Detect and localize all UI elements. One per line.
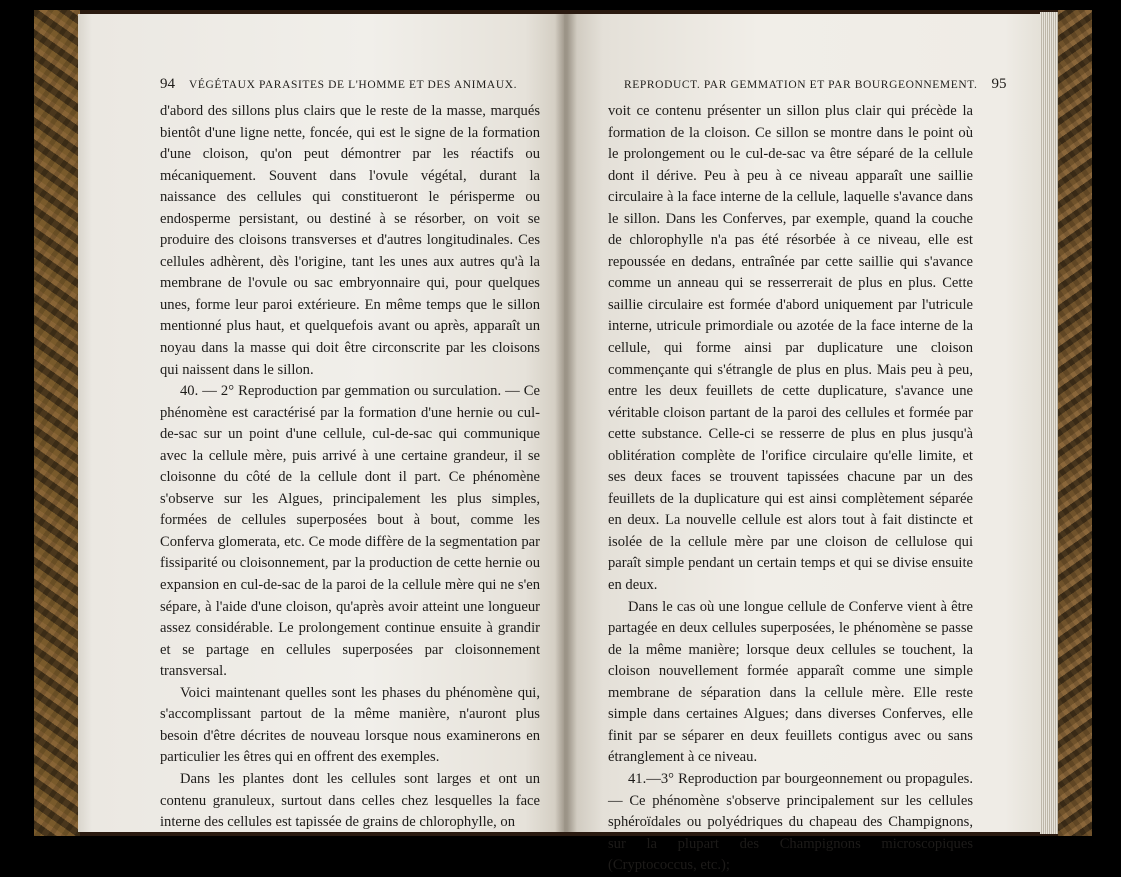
right-page-number: 95 <box>991 76 1007 92</box>
left-paragraph: 40. — 2° Reproduction par gemmation ou surculation. — Ce phénomène est caractérisé par la formation d'une hernie ou cul-de-sac sur un point d'une cellule, cul-de-sac qui communique avec la cellule mère, puis arrivé à une certaine grandeur, il se cloisonne du côté de la cellule dont il part. Ce phénomène s'observe sur les Algues, principalement les plus simples, formées de cellules superposées bout à bout, comme les Conferva glomerata, etc. Ce mode diffère de la segmentation par fissiparité ou cloisonnement, par la production de cette hernie ou expansion en cul-de-sac de la paroi de la cellule mère qui ne s'en sépare, à l'aide d'une cloison, qu'après avoir atteint une longueur assez considérable. Le prolongement continue ensuite à grandir et se partage en cellules superposées par cloisonnement transversal. <box>160 383 540 680</box>
left-running-head <box>160 76 540 93</box>
left-paragraph: Voici maintenant quelles sont les phases du phénomène qui, s'accomplissant partout de la même manière, n'auront plus besoin d'être décrites de nouveau lorsque nous examinerons en particulier les êtres qui en offrent des exemples. <box>160 684 540 766</box>
right-running-title: REPRODUCT. PAR GEMMATION ET PAR BOURGEONNEMENT. <box>624 79 978 91</box>
right-running-head <box>624 76 1007 93</box>
book-gutter <box>555 14 577 832</box>
left-page-text <box>160 101 540 834</box>
right-paragraph: Dans le cas où une longue cellule de Conferve vient à être partagée en deux cellules superposées, le phénomène se passe de la même manière; lorsque deux cellules se touchent, la cloison nouvellement formée apparaît comme une simple membrane de séparation dans la cellule mère. Elle reste simple dans certaines Algues; dans diverses Conferves, elle finit par se séparer en deux feuillets contigus avec ou sans étranglement à ce niveau. <box>608 598 973 766</box>
right-page <box>564 14 1054 874</box>
left-paragraph: Dans les plantes dont les cellules sont larges et ont un contenu granuleux, surtout dans celles chez lesquelles la face interne des cellules est tapissée de grains de chlorophylle, on <box>160 770 540 831</box>
left-page <box>78 14 564 832</box>
right-page-text <box>608 101 973 877</box>
marbled-edge-right <box>1058 10 1092 836</box>
right-paragraph: voit ce contenu présenter un sillon plus clair qui précède la formation de la cloison. Ce sillon se montre dans le point où le prolongement ou le cul-de-sac va être séparé de la cellule dont il dérive. Peu à peu à ce niveau apparaît une saillie circulaire à la face interne de la cellule, laquelle s'avance dans le sillon. Dans les Conferves, par exemple, quand la couche de chlorophylle n'a pas été résorbée à ce niveau, elle est repoussée en dedans, entraînée par cette saillie qui s'avance comme un anneau qui se resserrerait de plus en plus. Cette saillie circulaire est formée d'abord uniquement par l'utricule interne, utricule primordiale ou azotée de la face interne de la cellule, qui forme ainsi par duplicature une cloison commençante qui s'étrangle de plus en plus. Mais peu à peu, entre les deux feuillets de cette duplicature, s'avance une véritable cloison partant de la paroi des cellules et formée par cette substance. Celle-ci se resserre de plus en plus jusqu'à oblitération complète de l'orifice circulaire qu'elle limite, et ses deux faces se trouvent tapissées chacune par un des feuillets de la duplicature qui est ainsi complètement séparée en deux. La nouvelle cellule est alors tout à fait distincte et isolée de la cellule mère par une cloison de cellulose qui paraît simple pendant un certain temps et qui se divise ensuite en deux. <box>608 103 973 594</box>
page-edges-right <box>1040 12 1058 834</box>
right-paragraph: 41.—3° Reproduction par bourgeonnement ou propagules.— Ce phénomène s'observe principalement sur les cellules sphéroïdales ou polyédriques du chapeau des Champignons, sur la plupart des Champignons microscopiques (Cryptococcus, etc.); <box>608 770 973 874</box>
left-page-number: 94 <box>160 76 175 92</box>
left-paragraph: d'abord des sillons plus clairs que le reste de la masse, marqués bientôt d'une ligne nette, foncée, qui est le signe de la formation d'une cloison, qu'on peut démontrer par les réactifs ou mécaniquement. Souvent dans l'ovule végétal, durant la naissance des cellules qui constitueront le périsperme ou endosperme persistant, ou destiné à se résorber, on voit se produire des cloisons transverses et d'autres longitudinales. Ces cellules adhèrent, dès l'origine, tant les unes aux autres qu'à la membrane de l'ovule ou sac embryonnaire qui, pour quelques unes, forme leur paroi extérieure. En même temps que le sillon mentionné plus haut, et quelquefois avant ou après, apparaît un noyau dans la masse qui doit être circonscrite par les cloisons qui naissent dans le sillon. <box>160 103 540 378</box>
marbled-edge-left <box>34 10 80 836</box>
left-running-title: VÉGÉTAUX PARASITES DE L'HOMME ET DES ANIMAUX. <box>189 79 518 91</box>
